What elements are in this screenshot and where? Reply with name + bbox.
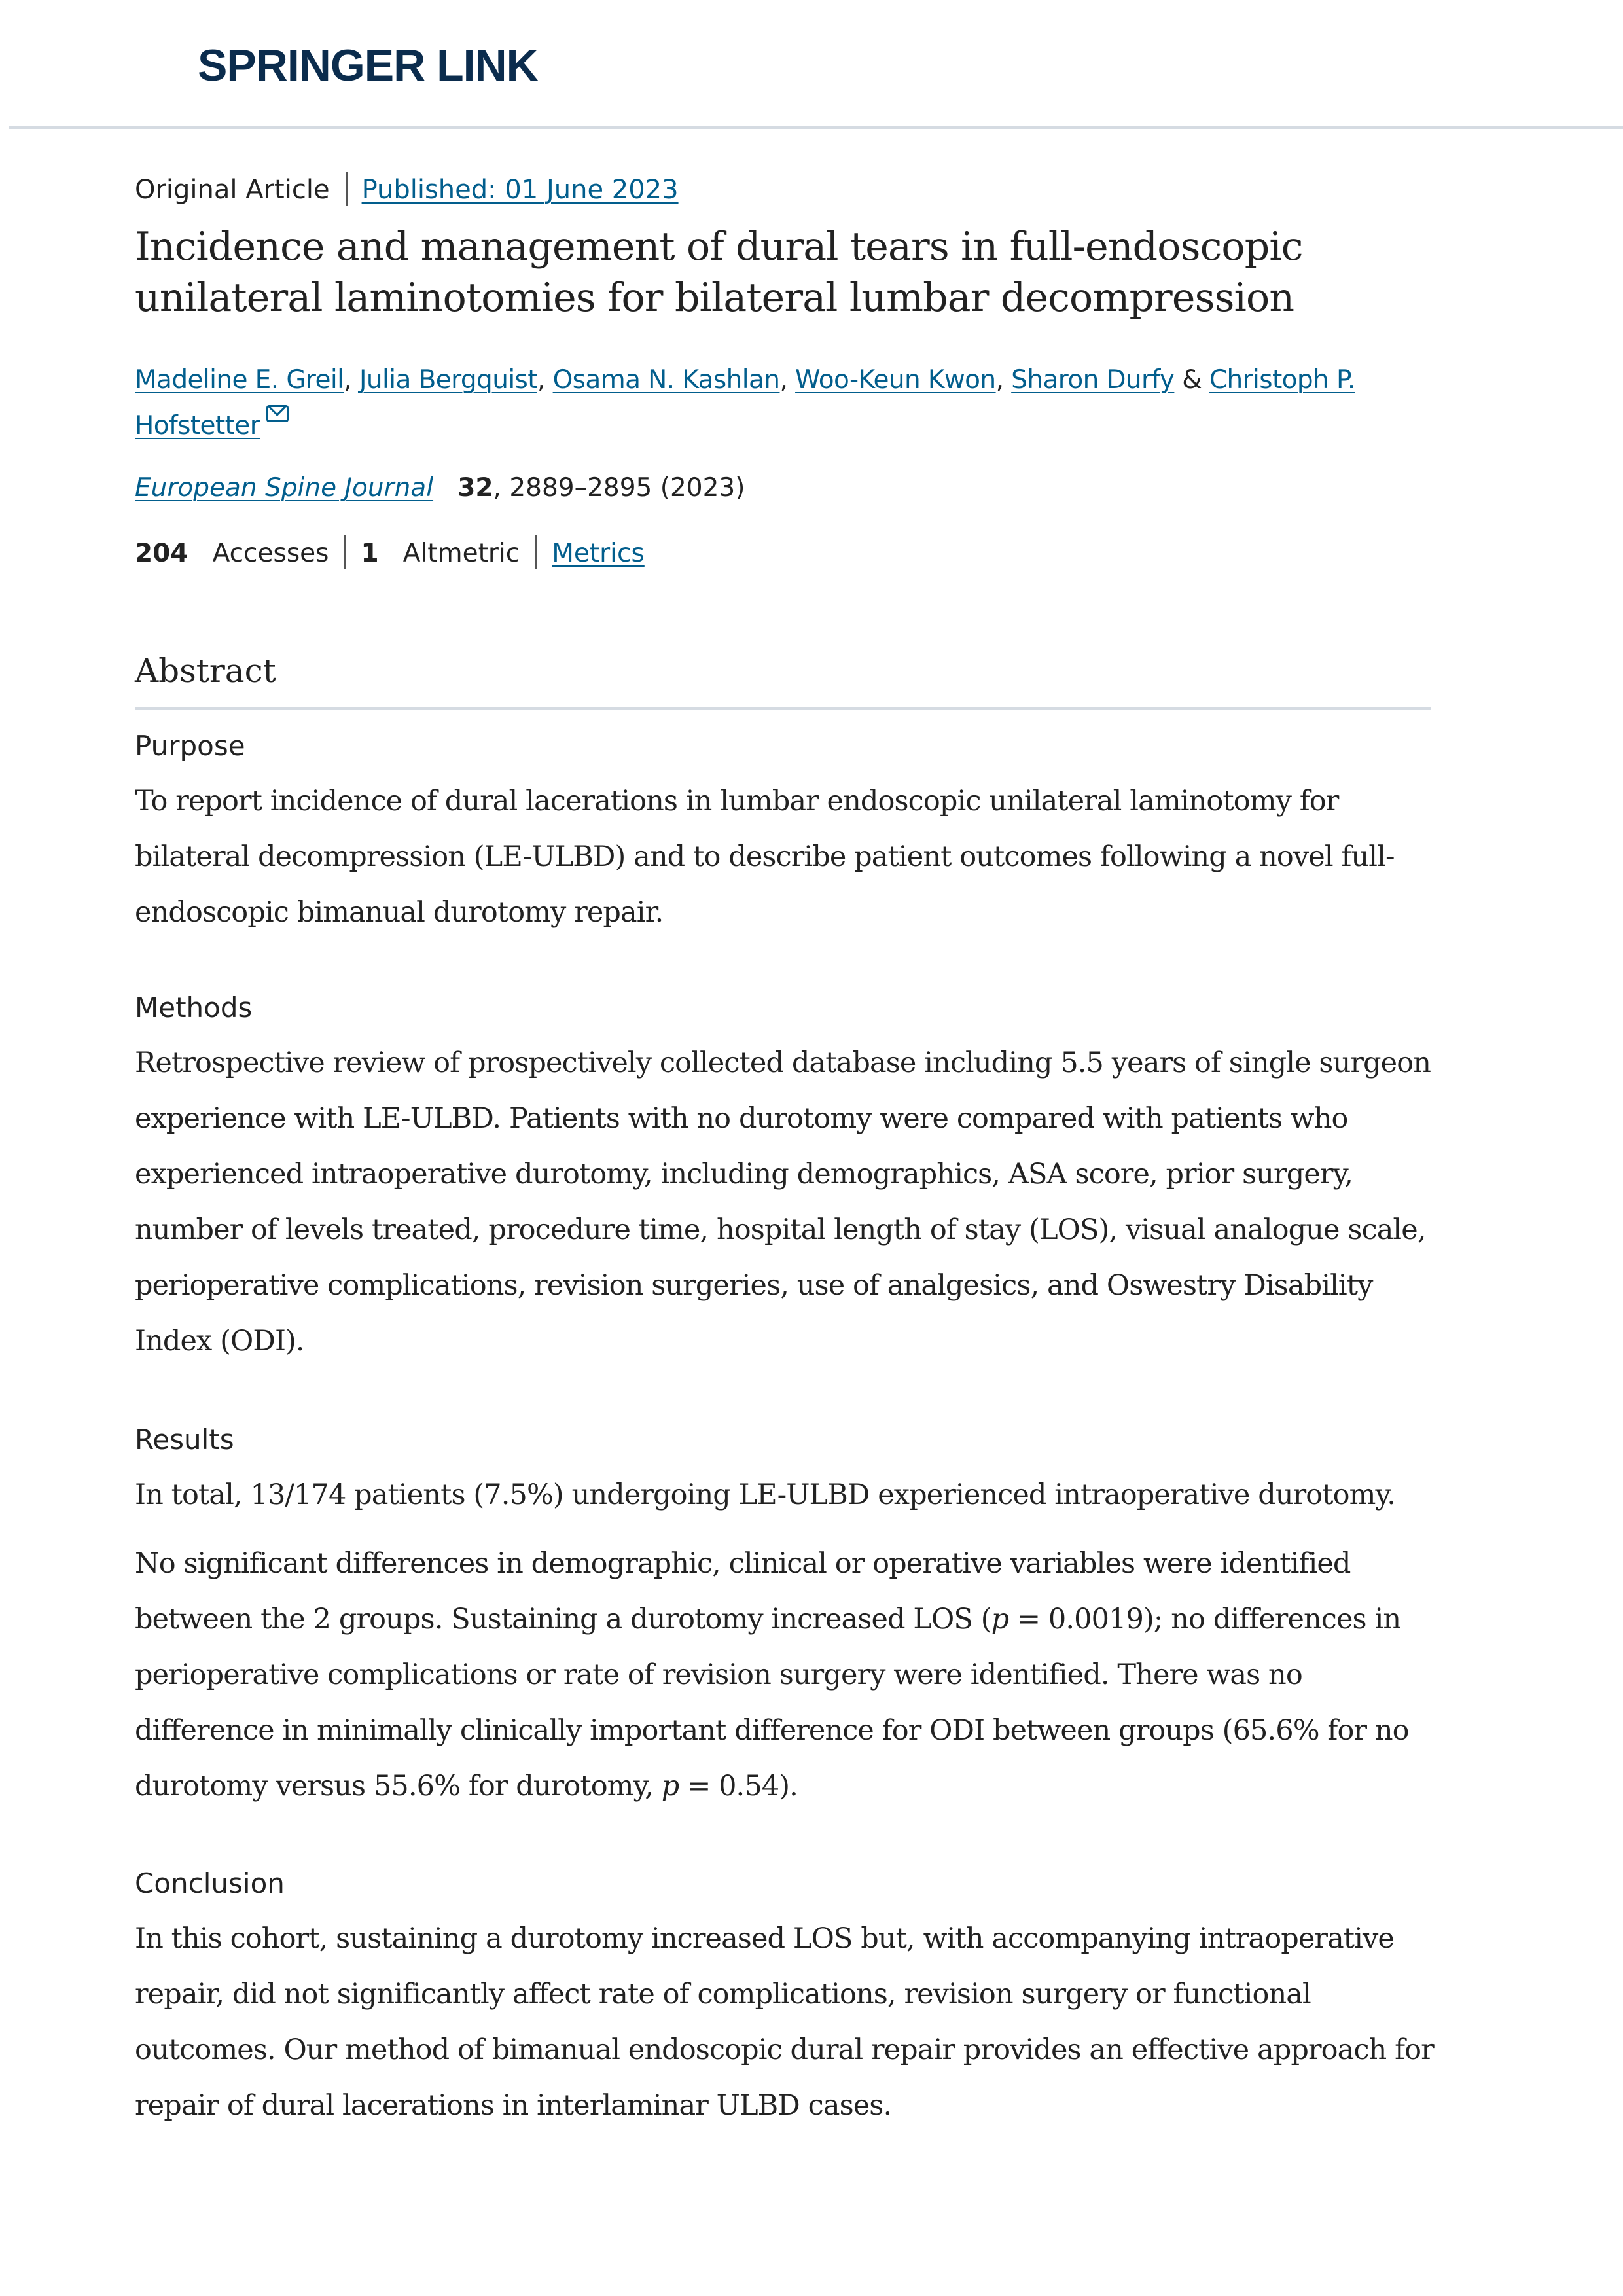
springer-link-logo[interactable]: SPRINGER LINK <box>198 41 538 90</box>
header-divider <box>9 126 1623 129</box>
journal-pages-year: , 2889–2895 (2023) <box>493 473 745 503</box>
accesses-count: 204 <box>135 539 188 568</box>
published-date-link[interactable]: Published: 01 June 2023 <box>361 175 679 205</box>
purpose-section <box>135 726 1437 941</box>
journal-citation <box>135 470 1431 507</box>
author-link[interactable]: Madeline E. Greil <box>135 365 344 395</box>
results-section <box>135 1420 1437 1814</box>
author-separator: , <box>344 365 359 395</box>
methods-text <box>135 1035 1437 1369</box>
article-metrics <box>135 535 1431 572</box>
author-separator: , <box>537 365 553 395</box>
abstract-heading: Abstract <box>135 652 276 690</box>
methods-heading: Methods <box>135 992 253 1024</box>
metrics-link[interactable]: Metrics <box>552 539 645 568</box>
conclusion-section <box>135 1864 1437 2134</box>
accesses-label: Accesses <box>212 539 329 568</box>
journal-link[interactable]: European Spine Journal <box>135 473 434 503</box>
email-icon[interactable] <box>266 405 289 422</box>
author-list <box>135 357 1437 449</box>
author-link[interactable]: Woo-Keun Kwon <box>795 365 996 395</box>
results-paragraph-1: In total, 13/174 patients (7.5%) undergoing LE-ULBD experienced intraoperative durotomy. <box>135 1479 1395 1511</box>
article-type: Original Article <box>135 175 330 205</box>
author-link[interactable]: Osama N. Kashlan <box>552 365 780 395</box>
metrics-separator <box>344 535 346 569</box>
methods-section <box>135 988 1437 1369</box>
article-meta <box>135 171 1431 208</box>
results-text-part: No significant differences in demographic, clinical or operative variables were identified between the 2 groups. Sustaining a durotomy increased LOS ( <box>135 1547 1351 1636</box>
methods-paragraph: Retrospective review of prospectively collected database including 5.5 years of single surgeon experience with LE-ULBD. Patients with no durotomy were compared with patients who experienced intraoperative durotomy, including demographics, ASA score, prior surgery, number of levels treated, procedure time, hospital length of stay (LOS), visual analogue scale, perioperative complications, revision surgeries, use of analgesics, and Oswestry Disability Index (ODI). <box>135 1047 1431 1357</box>
abstract-divider <box>135 707 1431 710</box>
author-separator: & <box>1174 365 1209 395</box>
results-text-part: = 0.54). <box>679 1770 798 1803</box>
purpose-heading: Purpose <box>135 730 245 762</box>
article-header <box>135 171 1431 572</box>
author-separator: , <box>995 365 1012 395</box>
p-value-symbol: p <box>991 1603 1009 1636</box>
p-value-symbol: p <box>661 1770 679 1803</box>
article-title: Incidence and management of dural tears in full-endoscopic unilateral laminotomies for bilateral lumbar decompression <box>135 224 1303 321</box>
purpose-text <box>135 774 1437 941</box>
metrics-separator <box>535 535 537 569</box>
author-link[interactable]: Christoph P. Hofstetter <box>135 365 1355 440</box>
results-text <box>135 1467 1437 1814</box>
altmetric-label: Altmetric <box>402 539 520 568</box>
journal-volume: 32 <box>457 473 493 503</box>
purpose-paragraph: To report incidence of dural lacerations in lumbar endoscopic unilateral laminotomy for bilateral decompression (LE-ULBD) and to describe patient outcomes following a novel full-endoscopic bimanual durotomy repair. <box>135 785 1395 929</box>
author-link[interactable]: Sharon Durfy <box>1011 365 1175 395</box>
altmetric-count: 1 <box>361 539 379 568</box>
results-heading: Results <box>135 1424 234 1456</box>
results-text-part: = 0.0019); no differences in perioperative complications or rate of revision surgery were identified. There was no difference in minimally clinically important difference for ODI between groups (65.6% for no durotomy versus 55.6% for durotomy, <box>135 1603 1409 1803</box>
meta-separator <box>346 172 348 206</box>
results-paragraph-2 <box>135 1536 1437 1814</box>
author-separator: , <box>779 365 796 395</box>
conclusion-paragraph: In this cohort, sustaining a durotomy increased LOS but, with accompanying intraoperative repair, did not significantly affect rate of complications, revision surgery or functional outcomes. Our method of bimanual endoscopic dural repair provides an effective approach for repair of dural lacerations in interlaminar ULBD cases. <box>135 1922 1434 2122</box>
author-link[interactable]: Julia Bergquist <box>359 365 537 395</box>
conclusion-heading: Conclusion <box>135 1867 285 1899</box>
site-header <box>0 0 1623 128</box>
conclusion-text <box>135 1911 1437 2134</box>
